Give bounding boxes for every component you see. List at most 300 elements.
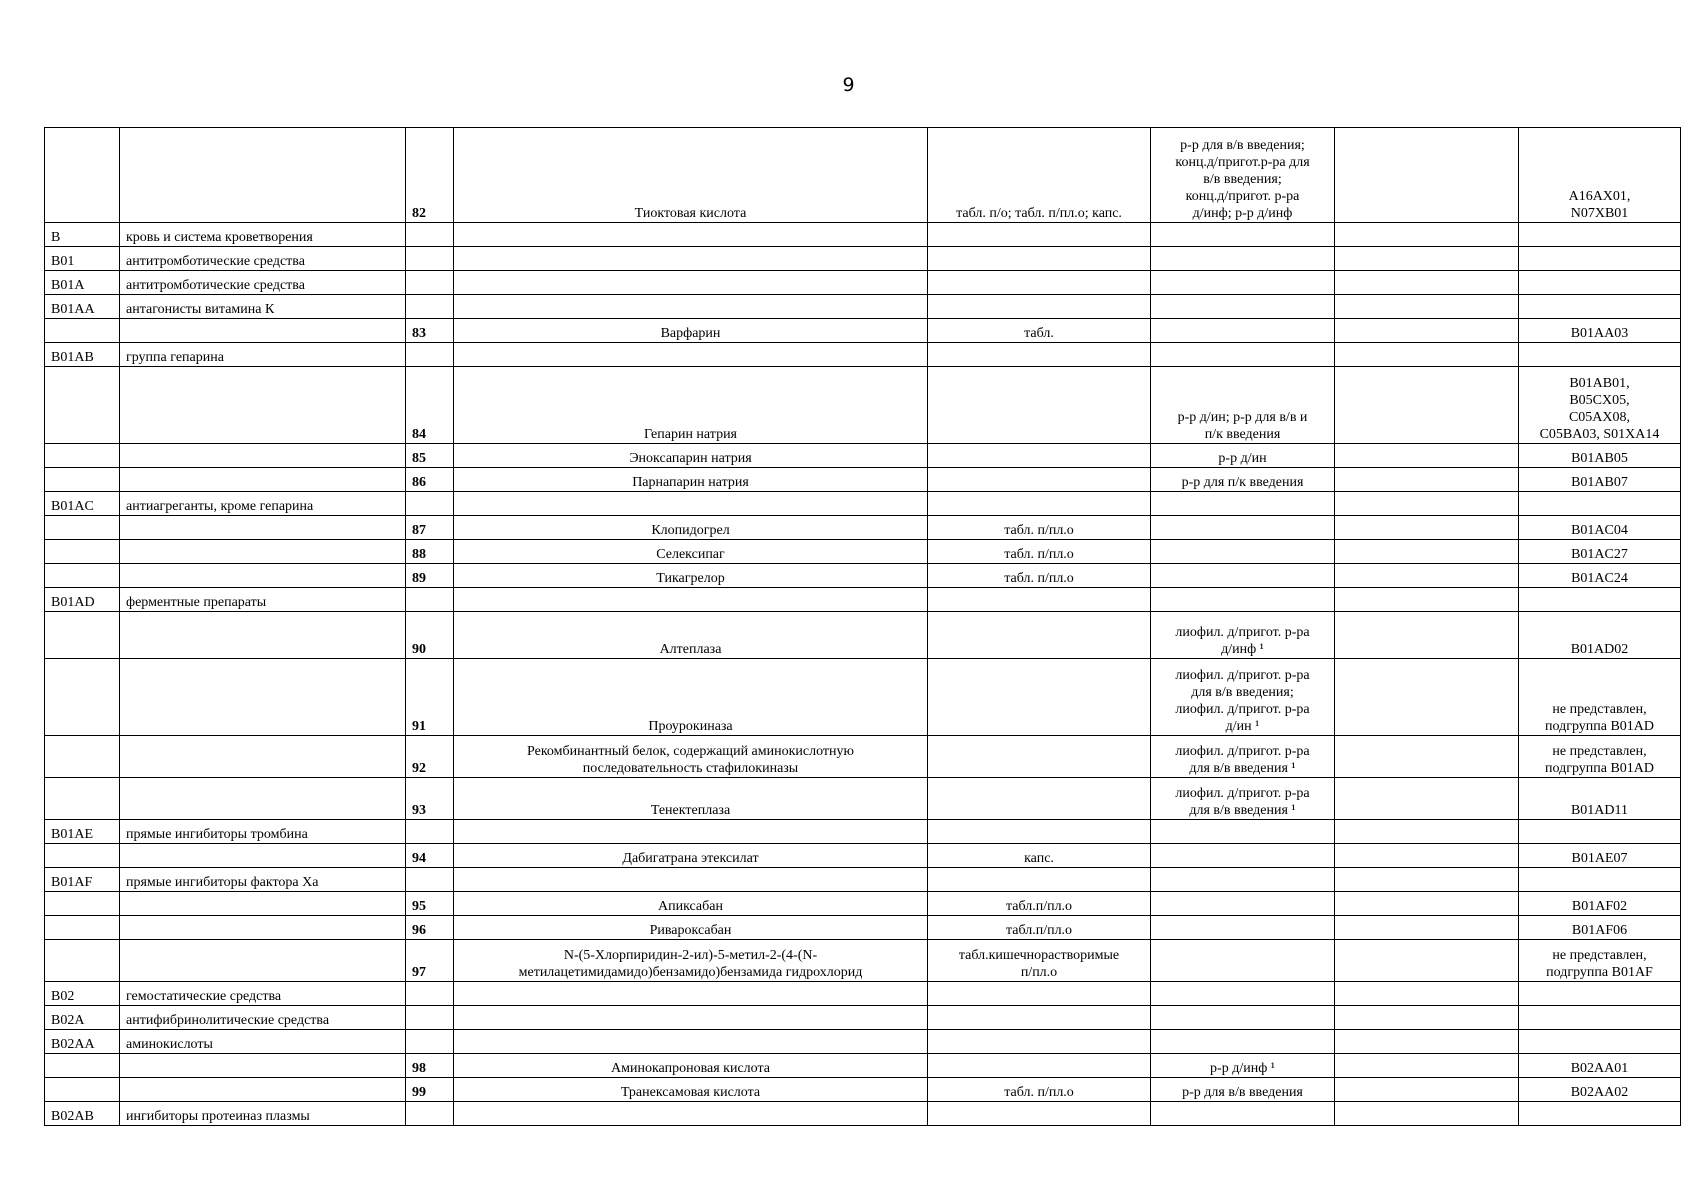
drug-name-cell	[454, 892, 928, 916]
injection-form-line: д/ин ¹	[1225, 719, 1260, 734]
atc-code-line: B01AA03	[1570, 326, 1629, 341]
injection-form-cell	[1151, 492, 1335, 516]
atc-code-cell	[1519, 1006, 1681, 1030]
atc-group-code-cell	[45, 844, 120, 868]
oral-form-line: табл. п/пл.о	[1004, 571, 1074, 586]
atc-group-name-cell	[120, 223, 406, 247]
atc-code-line: B01AE07	[1571, 851, 1628, 866]
row-number-cell	[406, 1102, 454, 1126]
table-row-drug	[45, 1054, 1681, 1078]
row-number-cell	[406, 940, 454, 982]
injection-form-cell	[1151, 343, 1335, 367]
other-form-cell	[1335, 1102, 1519, 1126]
table-row-drug	[45, 916, 1681, 940]
oral-form-line: табл.	[1024, 326, 1054, 341]
page-number: 9	[842, 74, 855, 96]
atc-group-code-text: B01AC	[51, 499, 94, 514]
atc-group-code-cell	[45, 868, 120, 892]
injection-form-cell	[1151, 778, 1335, 820]
drug-name-cell	[454, 128, 928, 223]
other-form-cell	[1335, 444, 1519, 468]
row-number-text: 98	[412, 1061, 426, 1076]
injection-form-cell	[1151, 247, 1335, 271]
oral-form-cell	[928, 1030, 1151, 1054]
oral-form-cell	[928, 1006, 1151, 1030]
atc-group-name-cell	[120, 319, 406, 343]
injection-form-cell	[1151, 736, 1335, 778]
oral-form-cell	[928, 367, 1151, 444]
drug-name-cell	[454, 223, 928, 247]
table-row-group	[45, 868, 1681, 892]
injection-form-cell	[1151, 612, 1335, 659]
atc-code-line: C05BA03, S01XA14	[1539, 427, 1660, 442]
atc-code-cell	[1519, 128, 1681, 223]
table-row-group	[45, 492, 1681, 516]
atc-group-code-cell	[45, 659, 120, 736]
atc-group-code-text: B01AD	[51, 595, 95, 610]
table-row-drug	[45, 736, 1681, 778]
atc-code-cell	[1519, 659, 1681, 736]
atc-group-name-text: ингибиторы протеиназ плазмы	[126, 1109, 310, 1124]
table-row-drug	[45, 367, 1681, 444]
oral-form-cell	[928, 844, 1151, 868]
atc-code-cell	[1519, 844, 1681, 868]
oral-form-cell	[928, 492, 1151, 516]
drug-name-cell	[454, 564, 928, 588]
oral-form-cell	[928, 128, 1151, 223]
row-number-cell	[406, 564, 454, 588]
injection-form-line: лиофил. д/пригот. р-ра	[1175, 786, 1310, 801]
atc-group-name-text: прямые ингибиторы тромбина	[126, 827, 308, 842]
oral-form-cell	[928, 319, 1151, 343]
atc-code-cell	[1519, 1030, 1681, 1054]
atc-code-line: N07XB01	[1570, 206, 1629, 221]
drug-name-line: Эноксапарин натрия	[629, 451, 752, 466]
atc-group-code-cell	[45, 1054, 120, 1078]
atc-group-code-cell	[45, 247, 120, 271]
atc-group-name-cell	[120, 736, 406, 778]
injection-form-cell	[1151, 564, 1335, 588]
atc-group-name-text: гемостатические средства	[126, 989, 282, 1004]
injection-form-line: д/инф; р-р д/инф	[1192, 206, 1293, 221]
drug-name-line: Варфарин	[660, 326, 721, 341]
atc-group-code-cell	[45, 468, 120, 492]
injection-form-line: для в/в введения ¹	[1189, 761, 1296, 776]
drug-name-cell	[454, 820, 928, 844]
atc-group-name-cell	[120, 271, 406, 295]
drug-name-cell	[454, 940, 928, 982]
injection-form-line: лиофил. д/пригот. р-ра	[1175, 744, 1310, 759]
atc-group-name-cell	[120, 295, 406, 319]
atc-group-name-cell	[120, 659, 406, 736]
atc-group-name-cell	[120, 916, 406, 940]
atc-group-name-cell	[120, 868, 406, 892]
row-number-cell	[406, 1006, 454, 1030]
oral-form-cell	[928, 982, 1151, 1006]
table-row-drug	[45, 319, 1681, 343]
atc-code-cell	[1519, 892, 1681, 916]
table-row-group	[45, 1102, 1681, 1126]
table-row-drug	[45, 659, 1681, 736]
drug-name-line: Апиксабан	[658, 899, 723, 914]
row-number-text: 96	[412, 923, 426, 938]
atc-code-cell	[1519, 1054, 1681, 1078]
atc-group-code-cell	[45, 516, 120, 540]
injection-form-cell	[1151, 844, 1335, 868]
atc-group-code-cell	[45, 271, 120, 295]
row-number-text: 94	[412, 851, 426, 866]
injection-form-line: р-р для в/в введения	[1182, 1085, 1303, 1100]
other-form-cell	[1335, 343, 1519, 367]
atc-code-line: B02AA01	[1570, 1061, 1629, 1076]
oral-form-cell	[928, 588, 1151, 612]
drug-name-cell	[454, 444, 928, 468]
row-number-cell	[406, 778, 454, 820]
table-row-drug	[45, 444, 1681, 468]
other-form-cell	[1335, 295, 1519, 319]
row-number-text: 93	[412, 803, 426, 818]
other-form-cell	[1335, 540, 1519, 564]
atc-group-code-text: B01A	[51, 278, 85, 293]
drug-name-cell	[454, 1102, 928, 1126]
row-number-cell	[406, 295, 454, 319]
drug-name-line: Ривароксабан	[649, 923, 732, 938]
drug-name-line: Гепарин натрия	[644, 427, 737, 442]
atc-group-name-cell	[120, 892, 406, 916]
drug-name-cell	[454, 343, 928, 367]
atc-group-code-cell	[45, 1030, 120, 1054]
row-number-cell	[406, 367, 454, 444]
other-form-cell	[1335, 1006, 1519, 1030]
table-row-drug	[45, 892, 1681, 916]
injection-form-line: д/инф ¹	[1221, 642, 1264, 657]
atc-code-cell	[1519, 1078, 1681, 1102]
atc-code-cell	[1519, 916, 1681, 940]
row-number-cell	[406, 247, 454, 271]
row-number-text: 83	[412, 326, 426, 341]
injection-form-cell	[1151, 892, 1335, 916]
table-row-drug	[45, 940, 1681, 982]
injection-form-cell	[1151, 659, 1335, 736]
drug-name-line: Аминокапроновая кислота	[611, 1061, 770, 1076]
injection-form-line: р-р д/ин	[1218, 451, 1267, 466]
drug-name-line: Тикагрелор	[656, 571, 725, 586]
table-row-group	[45, 820, 1681, 844]
injection-form-cell	[1151, 540, 1335, 564]
other-form-cell	[1335, 844, 1519, 868]
row-number-cell	[406, 128, 454, 223]
injection-form-line: лиофил. д/пригот. р-ра	[1175, 702, 1310, 717]
atc-code-cell	[1519, 367, 1681, 444]
atc-group-name-cell	[120, 516, 406, 540]
atc-code-line: не представлен,	[1552, 948, 1647, 963]
atc-group-name-text: антитромботические средства	[126, 278, 305, 293]
atc-group-code-text: B01	[51, 254, 75, 269]
atc-code-cell	[1519, 778, 1681, 820]
atc-group-name-cell	[120, 468, 406, 492]
atc-code-line: B01AF06	[1571, 923, 1628, 938]
atc-code-cell	[1519, 468, 1681, 492]
injection-form-cell	[1151, 319, 1335, 343]
atc-group-code-text: B	[51, 230, 61, 245]
table-body	[45, 128, 1681, 1126]
atc-group-code-cell	[45, 778, 120, 820]
table-row-group	[45, 343, 1681, 367]
injection-form-cell	[1151, 367, 1335, 444]
atc-code-cell	[1519, 444, 1681, 468]
atc-group-code-text: B02AA	[51, 1037, 95, 1052]
row-number-text: 89	[412, 571, 426, 586]
oral-form-cell	[928, 612, 1151, 659]
row-number-text: 88	[412, 547, 426, 562]
oral-form-line: табл. п/пл.о	[1004, 523, 1074, 538]
other-form-cell	[1335, 271, 1519, 295]
atc-group-name-cell	[120, 820, 406, 844]
table-row-drug	[45, 612, 1681, 659]
atc-code-line: B01AC27	[1571, 547, 1628, 562]
atc-group-code-cell	[45, 982, 120, 1006]
oral-form-cell	[928, 892, 1151, 916]
atc-code-cell	[1519, 295, 1681, 319]
row-number-cell	[406, 1078, 454, 1102]
oral-form-cell	[928, 468, 1151, 492]
injection-form-line: лиофил. д/пригот. р-ра	[1175, 625, 1310, 640]
oral-form-cell	[928, 1078, 1151, 1102]
atc-group-code-cell	[45, 820, 120, 844]
table-row-group	[45, 247, 1681, 271]
other-form-cell	[1335, 128, 1519, 223]
oral-form-cell	[928, 916, 1151, 940]
row-number-text: 87	[412, 523, 426, 538]
oral-form-cell	[928, 295, 1151, 319]
injection-form-cell	[1151, 1078, 1335, 1102]
oral-form-cell	[928, 778, 1151, 820]
oral-form-line: табл.п/пл.о	[1005, 923, 1073, 938]
atc-code-line: B01AB07	[1571, 475, 1628, 490]
row-number-text: 86	[412, 475, 426, 490]
atc-group-name-cell	[120, 1102, 406, 1126]
other-form-cell	[1335, 564, 1519, 588]
atc-code-line: подгруппа B01AD	[1544, 719, 1655, 734]
table-row-drug	[45, 564, 1681, 588]
other-form-cell	[1335, 916, 1519, 940]
atc-group-code-cell	[45, 444, 120, 468]
other-form-cell	[1335, 367, 1519, 444]
drug-name-cell	[454, 844, 928, 868]
row-number-cell	[406, 223, 454, 247]
drug-name-line: метилацетимидамидо)бензамидо)бензамида гидрохлорид	[518, 965, 863, 980]
atc-code-line: A16AX01,	[1568, 189, 1631, 204]
drug-name-cell	[454, 319, 928, 343]
oral-form-line: табл. п/пл.о	[1004, 547, 1074, 562]
oral-form-cell	[928, 659, 1151, 736]
atc-group-code-text: B01AF	[51, 875, 93, 890]
row-number-cell	[406, 444, 454, 468]
other-form-cell	[1335, 659, 1519, 736]
row-number-text: 97	[412, 965, 426, 980]
atc-group-code-cell	[45, 564, 120, 588]
atc-code-cell	[1519, 1102, 1681, 1126]
atc-code-line: не представлен,	[1552, 702, 1647, 717]
atc-group-name-cell	[120, 564, 406, 588]
atc-code-cell	[1519, 982, 1681, 1006]
atc-group-code-text: B01AB	[51, 350, 94, 365]
oral-form-cell	[928, 868, 1151, 892]
atc-group-name-cell	[120, 128, 406, 223]
table-row-group	[45, 223, 1681, 247]
drug-name-cell	[454, 468, 928, 492]
table-row-group	[45, 1030, 1681, 1054]
atc-group-name-cell	[120, 778, 406, 820]
drug-name-cell	[454, 492, 928, 516]
drug-classification-table	[44, 127, 1681, 1126]
atc-code-line: подгруппа B01AF	[1546, 965, 1653, 980]
atc-group-name-cell	[120, 844, 406, 868]
oral-form-cell	[928, 540, 1151, 564]
atc-group-name-cell	[120, 247, 406, 271]
atc-group-code-cell	[45, 540, 120, 564]
drug-name-cell	[454, 659, 928, 736]
drug-name-cell	[454, 612, 928, 659]
other-form-cell	[1335, 1054, 1519, 1078]
oral-form-cell	[928, 247, 1151, 271]
atc-code-line: B02AA02	[1570, 1085, 1629, 1100]
injection-form-cell	[1151, 468, 1335, 492]
atc-group-name-cell	[120, 367, 406, 444]
drug-name-cell	[454, 916, 928, 940]
oral-form-cell	[928, 444, 1151, 468]
atc-code-cell	[1519, 343, 1681, 367]
other-form-cell	[1335, 868, 1519, 892]
atc-group-name-text: ферментные препараты	[126, 595, 267, 610]
table-row-drug	[45, 128, 1681, 223]
other-form-cell	[1335, 516, 1519, 540]
row-number-cell	[406, 612, 454, 659]
row-number-cell	[406, 892, 454, 916]
injection-form-line: для в/в введения ¹	[1189, 803, 1296, 818]
row-number-text: 82	[412, 206, 426, 221]
other-form-cell	[1335, 223, 1519, 247]
table-row-drug	[45, 1078, 1681, 1102]
injection-form-cell	[1151, 1102, 1335, 1126]
drug-name-line: Транексамовая кислота	[620, 1085, 761, 1100]
atc-group-name-cell	[120, 940, 406, 982]
injection-form-line: конц.д/пригот. р-ра	[1185, 189, 1300, 204]
injection-form-line: р-р д/инф ¹	[1210, 1061, 1275, 1076]
atc-code-cell	[1519, 820, 1681, 844]
atc-code-cell	[1519, 516, 1681, 540]
atc-code-cell	[1519, 736, 1681, 778]
injection-form-line: в/в введения;	[1203, 172, 1282, 187]
drug-name-line: Селексипаг	[656, 547, 725, 562]
atc-group-code-text: B02AB	[51, 1109, 94, 1124]
row-number-cell	[406, 271, 454, 295]
row-number-cell	[406, 736, 454, 778]
oral-form-line: табл. п/пл.о	[1004, 1085, 1074, 1100]
atc-group-code-cell	[45, 940, 120, 982]
oral-form-line: табл.кишечнорастворимые	[958, 948, 1120, 963]
oral-form-cell	[928, 940, 1151, 982]
atc-code-line: B01AD11	[1570, 803, 1629, 818]
row-number-cell	[406, 1054, 454, 1078]
other-form-cell	[1335, 736, 1519, 778]
atc-group-code-cell	[45, 588, 120, 612]
atc-group-name-cell	[120, 343, 406, 367]
atc-code-line: B01AD02	[1570, 642, 1629, 657]
atc-code-line: B01AC04	[1571, 523, 1628, 538]
atc-code-line: подгруппа B01AD	[1544, 761, 1655, 776]
drug-name-line: Алтеплаза	[659, 642, 722, 657]
row-number-text: 92	[412, 761, 426, 776]
drug-name-line: Тенектеплаза	[650, 803, 731, 818]
atc-code-cell	[1519, 492, 1681, 516]
drug-name-cell	[454, 247, 928, 271]
atc-code-cell	[1519, 271, 1681, 295]
drug-name-cell	[454, 516, 928, 540]
injection-form-cell	[1151, 516, 1335, 540]
oral-form-line: табл.п/пл.о	[1005, 899, 1073, 914]
table-row-drug	[45, 468, 1681, 492]
drug-name-line: Рекомбинантный белок, содержащий аминокислотную	[527, 744, 854, 759]
other-form-cell	[1335, 778, 1519, 820]
drug-name-cell	[454, 295, 928, 319]
drug-name-line: Тиоктовая кислота	[634, 206, 747, 221]
atc-group-name-cell	[120, 444, 406, 468]
atc-group-name-text: прямые ингибиторы фактора Xa	[126, 875, 319, 890]
drug-name-cell	[454, 778, 928, 820]
row-number-text: 90	[412, 642, 426, 657]
drug-name-cell	[454, 1030, 928, 1054]
atc-group-code-cell	[45, 343, 120, 367]
other-form-cell	[1335, 940, 1519, 982]
drug-name-cell	[454, 1006, 928, 1030]
injection-form-cell	[1151, 940, 1335, 982]
oral-form-cell	[928, 223, 1151, 247]
drug-name-cell	[454, 868, 928, 892]
table-row-group	[45, 295, 1681, 319]
row-number-text: 85	[412, 451, 426, 466]
oral-form-cell	[928, 736, 1151, 778]
other-form-cell	[1335, 1078, 1519, 1102]
injection-form-line: р-р для п/к введения	[1181, 475, 1304, 490]
other-form-cell	[1335, 319, 1519, 343]
atc-group-code-text: B02A	[51, 1013, 85, 1028]
atc-code-line: B01AC24	[1571, 571, 1628, 586]
injection-form-line: для в/в введения;	[1191, 685, 1294, 700]
injection-form-cell	[1151, 1030, 1335, 1054]
atc-code-cell	[1519, 247, 1681, 271]
other-form-cell	[1335, 492, 1519, 516]
atc-group-code-cell	[45, 736, 120, 778]
atc-code-cell	[1519, 612, 1681, 659]
row-number-cell	[406, 844, 454, 868]
row-number-text: 91	[412, 719, 426, 734]
row-number-text: 95	[412, 899, 426, 914]
oral-form-line: капс.	[1024, 851, 1054, 866]
atc-group-name-cell	[120, 1054, 406, 1078]
drug-name-cell	[454, 1054, 928, 1078]
drug-name-line: Проурокиназа	[648, 719, 733, 734]
atc-group-code-cell	[45, 612, 120, 659]
drug-name-line: Клопидогрел	[651, 523, 730, 538]
injection-form-cell	[1151, 588, 1335, 612]
drug-name-cell	[454, 982, 928, 1006]
row-number-cell	[406, 468, 454, 492]
atc-group-code-text: B01AA	[51, 302, 95, 317]
row-number-cell	[406, 916, 454, 940]
atc-group-code-cell	[45, 492, 120, 516]
injection-form-cell	[1151, 1006, 1335, 1030]
